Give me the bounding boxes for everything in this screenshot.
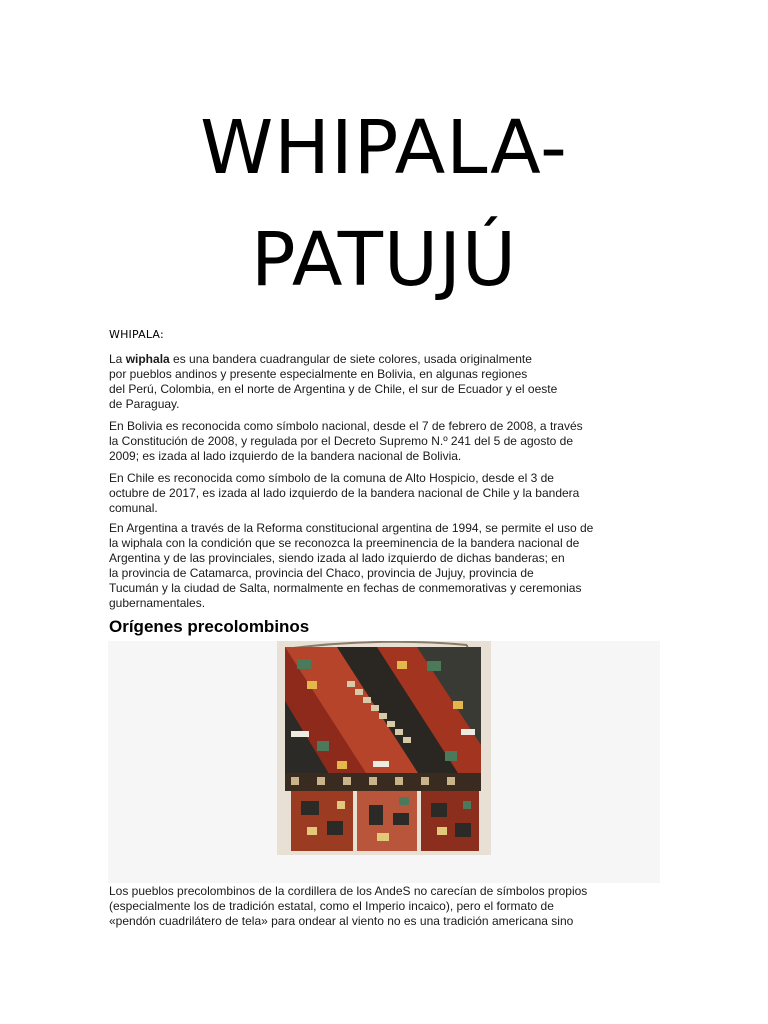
paragraph-chile [109,471,661,516]
section-label: WHIPALA: [109,328,164,341]
andean-textile-image [277,641,491,855]
paragraph-line [109,352,661,367]
paragraph-line: comunal. [109,501,158,515]
paragraph-line: 2009; es izada al lado izquierdo de la bandera nacional de Bolivia. [109,449,462,463]
paragraph-wiphala-intro [109,352,661,412]
paragraph-line: la wiphala con la condición que se reconozca la preeminencia de la bandera nacional de [109,536,580,550]
paragraph-line: (especialmente los de tradición estatal, como el Imperio incaico), pero el formato de [109,899,554,913]
paragraph-bolivia [109,419,661,464]
paragraph-argentina [109,521,661,611]
paragraph-line: Argentina y de las provinciales, siendo izada al lado izquierdo de dichas banderas; en [109,551,565,565]
paragraph-line: En Argentina a través de la Reforma constitucional argentina de 1994, se permite el uso de [109,521,594,535]
title-line-2: PATUJÚ [250,217,518,303]
paragraph-line: Tucumán y la ciudad de Salta, normalmente en fechas de conmemorativas y ceremonias [109,581,582,595]
section-heading: Orígenes precolombinos [109,617,310,636]
document-title [0,92,768,316]
paragraph-line: octubre de 2017, es izada al lado izquierdo de la bandera nacional de Chile y la bandera [109,486,580,500]
paragraph-prefix: La [109,352,126,366]
term-wiphala: wiphala [125,352,170,366]
paragraph-line: Los pueblos precolombinos de la cordillera de los AndeS no carecían de símbolos propios [109,884,588,898]
paragraph-line: la provincia de Catamarca, provincia del Chaco, provincia de Jujuy, provincia de [109,566,534,580]
paragraph-line: gubernamentales. [109,596,206,610]
paragraph-line: de Paraguay. [109,397,180,411]
paragraph-line: del Perú, Colombia, en el norte de Argentina y de Chile, el sur de Ecuador y el oeste [109,382,558,396]
paragraph-line: «pendón cuadrilátero de tela» para ondear al viento no es una tradición americana sino [109,914,574,928]
figure-container [108,641,660,883]
paragraph-line: la Constitución de 2008, y regulada por el Decreto Supremo N.º 241 del 5 de agosto de [109,434,574,448]
paragraph-line: En Chile es reconocida como símbolo de la comuna de Alto Hospicio, desde el 3 de [109,471,554,485]
paragraph-line: En Bolivia es reconocida como símbolo nacional, desde el 7 de febrero de 2008, a través [109,419,583,433]
paragraph-text: es una bandera cuadrangular de siete colores, usada originalmente [169,352,532,366]
title-line-1: WHIPALA- [200,105,568,191]
paragraph-precolombinos [109,884,661,929]
paragraph-line: por pueblos andinos y presente especialmente en Bolivia, en algunas regiones [109,367,528,381]
